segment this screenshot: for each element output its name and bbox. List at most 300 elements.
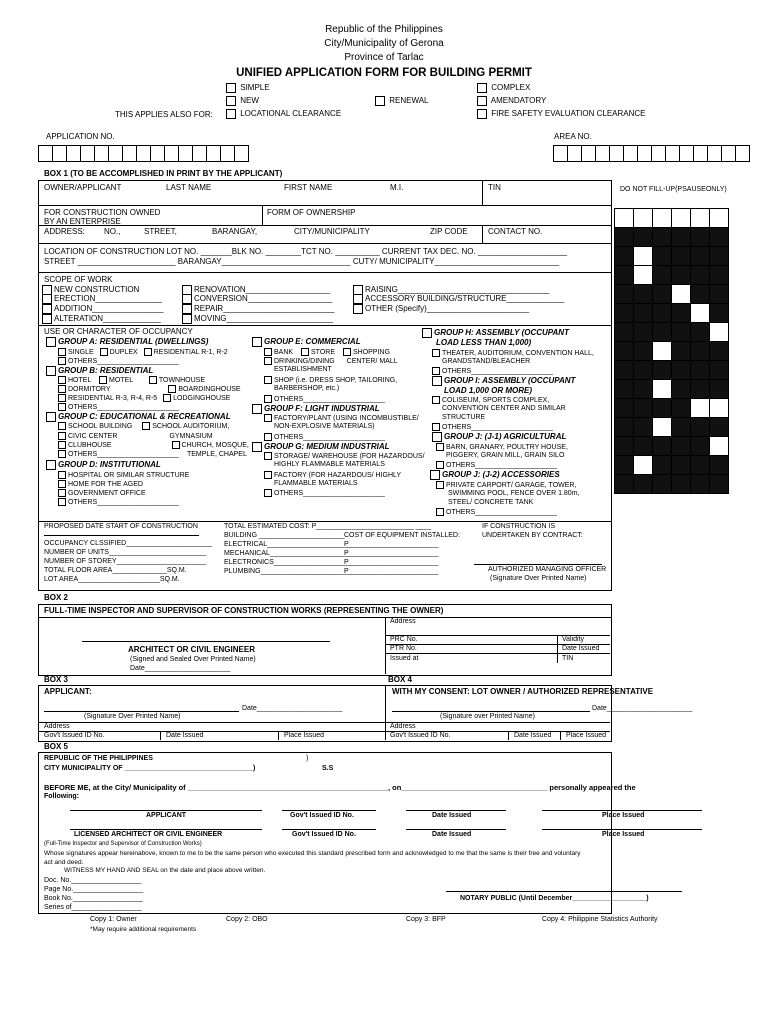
coliseum-label: COLISEUM, SPORTS COMPLEX,	[442, 396, 550, 404]
gg-row2[interactable]	[264, 471, 401, 479]
occupancy-field[interactable]: OCCUPANCY CLSSIFIED______________________	[44, 540, 212, 547]
coliseum-checkbox[interactable]	[432, 396, 440, 404]
gd-row2[interactable]	[58, 480, 143, 488]
box2-date[interactable]: Date______________________	[130, 665, 231, 672]
dormitory-label: DORMITORY	[68, 385, 111, 393]
group-a-checkbox[interactable]	[46, 337, 56, 347]
bank-checkbox[interactable]	[264, 348, 272, 356]
govt-office-label: GOVERNMENT OFFICE	[68, 489, 146, 497]
group-i-label: GROUP I: ASSEMBLY (OCCUPANT	[444, 376, 576, 386]
box5-series[interactable]: Series of__________________	[44, 904, 142, 911]
gc-row1	[58, 422, 229, 430]
box5-fulltime: (Full-Time Inspector and Supervisor of Construction Works)	[44, 841, 202, 847]
gj1-others-label: OTHERS_____________________	[446, 461, 557, 469]
hospital-checkbox[interactable]	[58, 471, 66, 479]
gd-row1[interactable]	[58, 471, 189, 479]
group-h-checkbox[interactable]	[422, 328, 432, 338]
box5-ss: S.S	[322, 765, 334, 772]
mi-label: M.I.	[390, 183, 404, 192]
group-c[interactable]	[46, 412, 231, 422]
erection-checkbox[interactable]	[42, 294, 52, 304]
box4-place: Place Issued	[566, 732, 607, 739]
group-i[interactable]	[432, 376, 575, 386]
undertaken-label: UNDERTAKEN BY CONTRACT:	[482, 532, 583, 539]
factory-hazardous-label: FACTORY (FOR HAZARDOUS/ HIGHLY	[274, 471, 402, 479]
box5-witness: WITNESS MY HAND AND SEAL on the date and place above written.	[64, 867, 266, 874]
shop-label: SHOP (i.e. DRESS SHOP, TAILORING,	[274, 376, 398, 384]
gc-others-label: OTHERS_____________________	[68, 450, 179, 458]
psa-grid	[614, 208, 729, 494]
box5-book[interactable]: Book No.__________________	[44, 895, 143, 902]
box5-date-issued: Date Issued	[432, 812, 472, 819]
contact-label: CONTACT NO.	[488, 227, 543, 236]
repair-option[interactable]	[182, 304, 334, 314]
gj2-tank: STEEL/ CONCRETE TANK	[448, 499, 534, 506]
civic-center-label: CIVIC CENTER	[68, 432, 118, 440]
gi-others[interactable]	[432, 423, 553, 431]
first-name-label: FIRST NAME	[284, 183, 333, 192]
other-specify-option[interactable]	[353, 304, 529, 314]
alteration-option[interactable]	[42, 314, 161, 324]
gj2-pool: SWIMMING POOL, FENCE OVER 1.80m,	[448, 490, 580, 497]
gb-others-label: OTHERS_____________________	[68, 403, 179, 411]
plumbing-field[interactable]: PLUMBING________________________	[224, 568, 354, 575]
group-e-checkbox[interactable]	[252, 337, 262, 347]
ge-establishment: ESTABLISHMENT	[274, 366, 332, 373]
school-auditorium-label: SCHOOL AUDITORIUM,	[152, 422, 230, 430]
storey-field[interactable]: NUMBER OF STOREY_______________________	[44, 558, 207, 565]
alteration-checkbox[interactable]	[42, 314, 52, 324]
gc-row2	[58, 432, 213, 440]
p-electronics[interactable]: P_______________________	[344, 559, 439, 566]
group-g-label: GROUP G: MEDIUM INDUSTRIAL	[264, 442, 390, 452]
temple-label: TEMPLE, CHAPEL	[186, 450, 247, 458]
do-not-fill-label: DO NOT FILL-UP(PSAUSEONLY)	[620, 186, 727, 193]
renewal-option[interactable]	[375, 96, 429, 106]
box2-validity: Validity	[562, 636, 585, 643]
box4-sig: (Signature over Printed Name)	[440, 713, 535, 720]
home-aged-checkbox[interactable]	[58, 480, 66, 488]
box3-sig: (Signature Over Printed Name)	[84, 713, 181, 720]
civic-center-checkbox[interactable]	[58, 432, 66, 440]
box5-title: BOX 5	[44, 742, 69, 751]
locational-checkbox[interactable]	[226, 109, 236, 119]
storage-checkbox[interactable]	[264, 452, 272, 460]
box4-date[interactable]: Date______________________	[592, 705, 693, 712]
units-field[interactable]: NUMBER OF UNITS_________________________	[44, 549, 207, 556]
complex-option[interactable]	[477, 83, 530, 93]
group-b-checkbox[interactable]	[46, 366, 56, 376]
store-label: STORE	[311, 348, 336, 356]
group-j2-label: GROUP J: (J-2) ACCESSORIES	[442, 470, 560, 480]
shopping-checkbox[interactable]	[343, 348, 351, 356]
box5-applicant: APPLICANT	[146, 812, 187, 819]
box5-page[interactable]: Page No.__________________	[44, 886, 144, 893]
r3r4r5-label: RESIDENTIAL R-3, R-4, R-5	[68, 394, 158, 402]
new-option[interactable]	[226, 96, 259, 106]
group-d-checkbox[interactable]	[46, 460, 56, 470]
p-mechanical[interactable]: P_______________________	[344, 550, 439, 557]
tin-label: TIN	[488, 183, 501, 192]
locational-option[interactable]	[226, 109, 341, 119]
ge-row2	[264, 357, 398, 365]
zip-label: ZIP CODE	[430, 227, 468, 236]
group-h-load: LOAD LESS THAN 1,000)	[436, 338, 532, 347]
box2-title: BOX 2	[44, 593, 69, 602]
amendatory-checkbox[interactable]	[477, 96, 487, 106]
boardinghouse-checkbox[interactable]	[168, 385, 176, 393]
addition-option[interactable]	[42, 304, 163, 314]
gg-others[interactable]	[264, 489, 385, 497]
gh-others[interactable]	[432, 367, 553, 375]
box2-signed: (Signed and Sealed Over Printed Name)	[130, 656, 256, 663]
theater-label: THEATER, AUDITORIUM, CONVENTION HALL,	[442, 349, 594, 357]
gj1-others-checkbox[interactable]	[436, 461, 444, 469]
group-e-label: GROUP E: COMMERCIAL	[264, 337, 361, 347]
use-label: USE OR CHARACTER OF OCCUPANCY	[44, 327, 193, 336]
group-i-checkbox[interactable]	[432, 376, 442, 386]
gg-flammable: HIGHLY FLAMMABLE MATERIALS	[274, 461, 385, 468]
box5-govt: Gov't Issued ID No.	[290, 812, 354, 819]
address-street-label: STREET,	[144, 227, 177, 236]
single-label: SINGLE	[68, 348, 94, 356]
repair-checkbox[interactable]	[182, 304, 192, 314]
box3-title: BOX 3	[44, 675, 69, 684]
boardinghouse-label: BOARDINGHOUSE	[178, 385, 241, 393]
box4-govt: Gov't Issued ID No.	[390, 732, 451, 739]
group-c-checkbox[interactable]	[46, 412, 56, 422]
gb-row2	[58, 385, 241, 393]
accessory-checkbox[interactable]	[353, 294, 363, 304]
amendatory-option[interactable]	[477, 96, 546, 106]
mall-label: CENTER/ MALL	[346, 357, 398, 365]
simple-option[interactable]	[226, 83, 270, 93]
govt-office-checkbox[interactable]	[58, 489, 66, 497]
alteration-label: ALTERATION_____________	[54, 314, 161, 324]
gi-others-label: OTHERS_____________________	[442, 423, 553, 431]
accessory-option[interactable]	[353, 294, 564, 304]
box2-arch: ARCHITECT OR CIVIL ENGINEER	[128, 645, 255, 654]
gd-others-label: OTHERS_____________________	[68, 498, 179, 506]
dining-label: DRINKING/DINING	[274, 357, 335, 365]
group-f-label: GROUP F: LIGHT INDUSTRIAL	[264, 404, 380, 414]
gg-flammable2: FLAMMABLE MATERIALS	[274, 480, 358, 487]
gi-convention: CONVENTION CENTER AND SIMILAR	[442, 405, 566, 412]
group-f-checkbox[interactable]	[252, 404, 262, 414]
school-building-label: SCHOOL BUILDING	[68, 422, 133, 430]
gg-others-checkbox[interactable]	[264, 489, 272, 497]
shop-checkbox[interactable]	[264, 376, 272, 384]
renewal-checkbox[interactable]	[375, 96, 385, 106]
duplex-checkbox[interactable]	[100, 348, 108, 356]
box1-title: BOX 1 (TO BE ACCOMPLISHED IN PRINT BY THE APPLICANT)	[44, 169, 283, 178]
conversion-label: CONVERSION___________________	[194, 294, 333, 304]
box5-city[interactable]: CITY MUNICIPALITY OF _________________________________)	[44, 765, 256, 772]
box5-rep: REPUBLIC OF THE PHILIPPINES	[44, 755, 153, 762]
p-electrical[interactable]: P_______________________	[344, 541, 439, 548]
box2-address: Address	[390, 618, 416, 625]
address-city-label: CITY/MUNICIPALITY	[294, 227, 370, 236]
simple-label: SIMPLE	[240, 83, 270, 93]
box5-paren: )	[306, 755, 309, 762]
gj1-piggery: PIGGERY, GRAIN MILL, GRAIN SILO	[446, 452, 565, 459]
fire-label: FIRE SAFETY EVALUATION CLEARANCE	[491, 109, 646, 119]
building-field[interactable]: BUILDING ______________________	[224, 532, 345, 539]
theater-checkbox[interactable]	[432, 349, 440, 357]
townhouse-checkbox[interactable]	[149, 376, 157, 384]
other-specify-checkbox[interactable]	[353, 304, 363, 314]
gi-row1[interactable]	[432, 396, 549, 404]
new-label: NEW	[240, 96, 259, 106]
ga-others-label: OTHERS_____________________	[68, 357, 179, 365]
gf-others-label: OTHERS_____________________	[274, 433, 385, 441]
gb-row1	[58, 376, 205, 384]
box4-date-issued: Date Issued	[514, 732, 552, 739]
other-specify-label: OTHER (Specify)_______________________	[365, 304, 530, 314]
school-auditorium-checkbox[interactable]	[142, 422, 150, 430]
form-ownership-label: FORM OF OWNERSHIP	[267, 208, 356, 217]
ge-others-checkbox[interactable]	[264, 395, 272, 403]
gj2-others-checkbox[interactable]	[436, 508, 444, 516]
gf-row1[interactable]	[264, 414, 419, 422]
box5-doc[interactable]: Doc. No.__________________	[44, 877, 142, 884]
new-checkbox[interactable]	[226, 96, 236, 106]
home-aged-label: HOME FOR THE AGED	[68, 480, 143, 488]
group-a[interactable]	[46, 337, 208, 347]
box5-before[interactable]: BEFORE ME, at the City/ Municipality of ________________________________________________, on___________________________________ personally appeared the	[44, 783, 636, 792]
header-city: City/Municipality of Gerona	[324, 38, 444, 49]
accessory-label: ACCESSORY BUILDING/STRUCTURE_____________	[365, 294, 565, 304]
complex-checkbox[interactable]	[477, 83, 487, 93]
box3-place: Place Issued	[284, 732, 325, 739]
footer-copy3: Copy 3: BFP	[406, 916, 446, 923]
group-e[interactable]	[252, 337, 361, 347]
gh-row1[interactable]	[432, 349, 594, 357]
group-i-load: LOAD 1,000 OR MORE)	[444, 386, 533, 395]
moving-checkbox[interactable]	[182, 314, 192, 324]
group-j1-checkbox[interactable]	[432, 432, 442, 442]
simple-checkbox[interactable]	[226, 83, 236, 93]
erection-option[interactable]	[42, 294, 162, 304]
complex-label: COMPLEX	[491, 83, 531, 93]
clubhouse-checkbox[interactable]	[58, 441, 66, 449]
lot-area-field[interactable]: LOT AREA_____________________SQ.M.	[44, 576, 180, 583]
factory-plant-label: FACTORY/PLANT (USING INCOMBUSTIBLE/	[274, 414, 419, 422]
constr-owned-label: FOR CONSTRUCTION OWNED	[44, 208, 161, 217]
box5-act: act and deed.	[44, 859, 84, 866]
group-j2-checkbox[interactable]	[430, 470, 440, 480]
address-label: ADDRESS:	[44, 227, 85, 236]
lodginghouse-label: LODGINGHOUSE	[173, 394, 231, 402]
ga-others-checkbox[interactable]	[58, 357, 66, 365]
conversion-checkbox[interactable]	[182, 294, 192, 304]
shopping-label: SHOPPING	[352, 348, 390, 356]
gj2-others-label: OTHERS_____________________	[446, 508, 557, 516]
box2-date-issued: Date Issued	[562, 645, 600, 652]
ga-others[interactable]	[58, 357, 179, 365]
ge-barbershop: BARBERSHOP, etc.)	[274, 385, 340, 392]
group-h-label: GROUP H: ASSEMBLY (OCCUPANT	[434, 328, 569, 338]
mechanical-field[interactable]: MECHANICAL_____________________	[224, 550, 352, 557]
gj1-row1[interactable]	[436, 443, 568, 451]
gf-others-checkbox[interactable]	[264, 433, 272, 441]
hotel-label: HOTEL	[68, 376, 92, 384]
group-j1[interactable]	[432, 432, 566, 442]
factory-plant-checkbox[interactable]	[264, 414, 272, 422]
box5-date-issued2: Date Issued	[432, 831, 472, 838]
ge-others[interactable]	[264, 395, 385, 403]
group-b[interactable]	[46, 366, 153, 376]
addition-checkbox[interactable]	[42, 304, 52, 314]
gc-others-checkbox[interactable]	[58, 450, 66, 458]
hotel-checkbox[interactable]	[58, 376, 66, 384]
moving-option[interactable]	[182, 314, 333, 324]
gd-others[interactable]	[58, 498, 179, 506]
group-f[interactable]	[252, 404, 380, 414]
barn-checkbox[interactable]	[436, 443, 444, 451]
authorized-sig-label: (Signature Over Printed Name)	[490, 575, 587, 582]
gymnasium-label: GYMNASIUM	[169, 432, 213, 440]
hospital-label: HOSPITAL OR SIMILAR STRUCTURE	[68, 471, 190, 479]
church-label: CHURCH, MOSQUE,	[181, 441, 249, 449]
gh-grandstand: GRANDSTAND/BLEACHER	[442, 358, 531, 365]
dining-checkbox[interactable]	[264, 357, 272, 365]
single-checkbox[interactable]	[58, 348, 66, 356]
raising-label: RAISING__________________________________	[365, 285, 550, 295]
store-checkbox[interactable]	[301, 348, 309, 356]
new-construction-label: NEW CONSTRUCTION	[54, 285, 140, 295]
bank-label: BANK	[274, 348, 294, 356]
carport-checkbox[interactable]	[436, 481, 444, 489]
townhouse-label: TOWNHOUSE	[158, 376, 205, 384]
box5-whose: Whose signatures appear hereinabove, known to me to be the same person who executed this standard prescribed form and acknowledged to me that the same is their free and voluntary	[44, 850, 581, 857]
address-barangay-label: BARANGAY,	[212, 227, 258, 236]
gd-row3[interactable]	[58, 489, 146, 497]
church-checkbox[interactable]	[172, 441, 180, 449]
motel-label: MOTEL	[109, 376, 133, 384]
fire-option[interactable]	[477, 109, 646, 119]
group-j2[interactable]	[430, 470, 560, 480]
dormitory-checkbox[interactable]	[58, 385, 66, 393]
by-enterprise-label: BY AN ENTERPRISE	[44, 217, 121, 226]
barn-label: BARN, GRANARY, POULTRY HOUSE,	[446, 443, 568, 451]
group-h[interactable]	[422, 328, 569, 338]
applies-also: THIS APPLIES ALSO FOR:	[115, 110, 213, 119]
total-cost-field[interactable]: TOTAL ESTIMATED COST: P_________________________ ____	[224, 523, 432, 530]
equipment-label: COST OF EQUIPMENT INSTALLED:	[344, 532, 460, 539]
clubhouse-label: CLUBHOUSE	[68, 441, 112, 449]
gi-others-checkbox[interactable]	[432, 423, 440, 431]
group-d[interactable]	[46, 460, 161, 470]
gh-others-checkbox[interactable]	[432, 367, 440, 375]
ge-row1	[264, 348, 390, 356]
p-plumbing[interactable]: P_______________________	[344, 568, 439, 575]
proposed-label: PROPOSED DATE START OF CONSTRUCTION	[44, 523, 198, 530]
ga-options	[58, 348, 228, 356]
box5-following: Following:	[44, 793, 79, 800]
motel-checkbox[interactable]	[99, 376, 107, 384]
group-d-label: GROUP D: INSTITUTIONAL	[58, 460, 161, 470]
gg-others-label: OTHERS_____________________	[274, 489, 385, 497]
r3r4r5-checkbox[interactable]	[58, 394, 66, 402]
gf-others[interactable]	[264, 433, 385, 441]
gj2-row1[interactable]	[436, 481, 576, 489]
renewal-label: RENEWAL	[389, 96, 429, 106]
box2-issued-at: Issued at	[390, 655, 419, 662]
electrical-field[interactable]: ELECTRICAL______________________	[224, 541, 353, 548]
box5-place: Place Issued	[602, 812, 645, 819]
box2-heading: FULL-TIME INSPECTOR AND SUPERVISOR OF CONSTRUCTION WORKS (REPRESENTING THE OWNER)	[44, 606, 444, 615]
box5-licensed: LICENSED ARCHITECT OR CIVIL ENGINEER	[74, 831, 223, 838]
group-g-checkbox[interactable]	[252, 442, 262, 452]
moving-label: MOVING________________________	[194, 314, 334, 324]
gj1-others[interactable]	[436, 461, 557, 469]
fire-checkbox[interactable]	[477, 109, 487, 119]
addition-label: ADDITION________________	[54, 304, 164, 314]
box4-address: Address	[390, 723, 416, 730]
header-province: Province of Tarlac	[344, 52, 424, 63]
group-a-label: GROUP A: RESIDENTIAL (DWELLINGS)	[58, 337, 209, 347]
street-line: STREET ______________________ BARANGAY_____________________________ CUTY/ MUNICIPALITY____________________________	[44, 257, 560, 266]
factory-hazardous-checkbox[interactable]	[264, 471, 272, 479]
gg-row1[interactable]	[264, 452, 425, 460]
ge-row3[interactable]	[264, 376, 397, 384]
area-no-cells[interactable]	[553, 145, 750, 162]
gc-others[interactable]	[58, 450, 247, 458]
storage-label: STORAGE/ WAREHOUSE (FOR HAZARDOUS/	[274, 452, 425, 460]
box5-notary: NOTARY PUBLIC (Until December___________________)	[460, 895, 649, 902]
box3-date[interactable]: Date______________________	[242, 705, 343, 712]
box2-tin: TIN	[562, 655, 574, 662]
gj2-others[interactable]	[436, 508, 557, 516]
gb-others[interactable]	[58, 403, 179, 411]
owner-label: OWNER/APPLICANT	[44, 183, 122, 192]
gd-others-checkbox[interactable]	[58, 498, 66, 506]
authorized-label: AUTHORIZED MANAGING OFFICER	[488, 566, 607, 573]
floor-area-field[interactable]: TOTAL FLOOR AREA______________SQ.M.	[44, 567, 187, 574]
gc-row3	[58, 441, 249, 449]
box4-title: BOX 4	[388, 675, 413, 684]
footer-copy2: Copy 2: OBO	[226, 916, 268, 923]
footer-may: *May require additional requirements	[90, 926, 197, 933]
area-no-label: AREA NO.	[554, 132, 592, 141]
locational-label: LOCATIONAL CLEARANCE	[240, 109, 342, 119]
box2-prc: PRC No.	[390, 636, 418, 643]
school-building-checkbox[interactable]	[58, 422, 66, 430]
box3-govt: Gov't Issued ID No.	[44, 732, 105, 739]
electronics-field[interactable]: ELECTRONICS_____________________	[224, 559, 356, 566]
group-b-label: GROUP B: RESIDENTIAL	[58, 366, 154, 376]
application-no-cells[interactable]	[38, 145, 249, 162]
box3-applicant: APPLICANT:	[44, 687, 92, 696]
box3-address: Address	[44, 723, 70, 730]
box5-govt2: Gov't Issued ID No.	[292, 831, 356, 838]
ge-others-label: OTHERS_____________________	[274, 395, 385, 403]
repair-label: REPAIR_________________________	[194, 304, 335, 314]
form-title: UNIFIED APPLICATION FORM FOR BUILDING PERMIT	[236, 67, 532, 79]
erection-label: ERECTION_______________	[54, 294, 163, 304]
conversion-option[interactable]	[182, 294, 332, 304]
location-line: LOCATION OF CONSTRUCTION LOT NO. _______BLK NO. ________TCT NO. __________ CURRENT TAX DEC. NO. ____________________	[44, 247, 567, 256]
if-contract-label: IF CONSTRUCTION IS	[482, 523, 556, 530]
gb-others-checkbox[interactable]	[58, 403, 66, 411]
group-g[interactable]	[252, 442, 389, 452]
group-j1-label: GROUP J: (J-1) AGRICULTURAL	[444, 432, 567, 442]
r1r2-checkbox[interactable]	[144, 348, 152, 356]
last-name-label: LAST NAME	[166, 183, 212, 192]
lodginghouse-checkbox[interactable]	[163, 394, 171, 402]
scope-label: SCOPE OF WORK	[44, 275, 113, 284]
